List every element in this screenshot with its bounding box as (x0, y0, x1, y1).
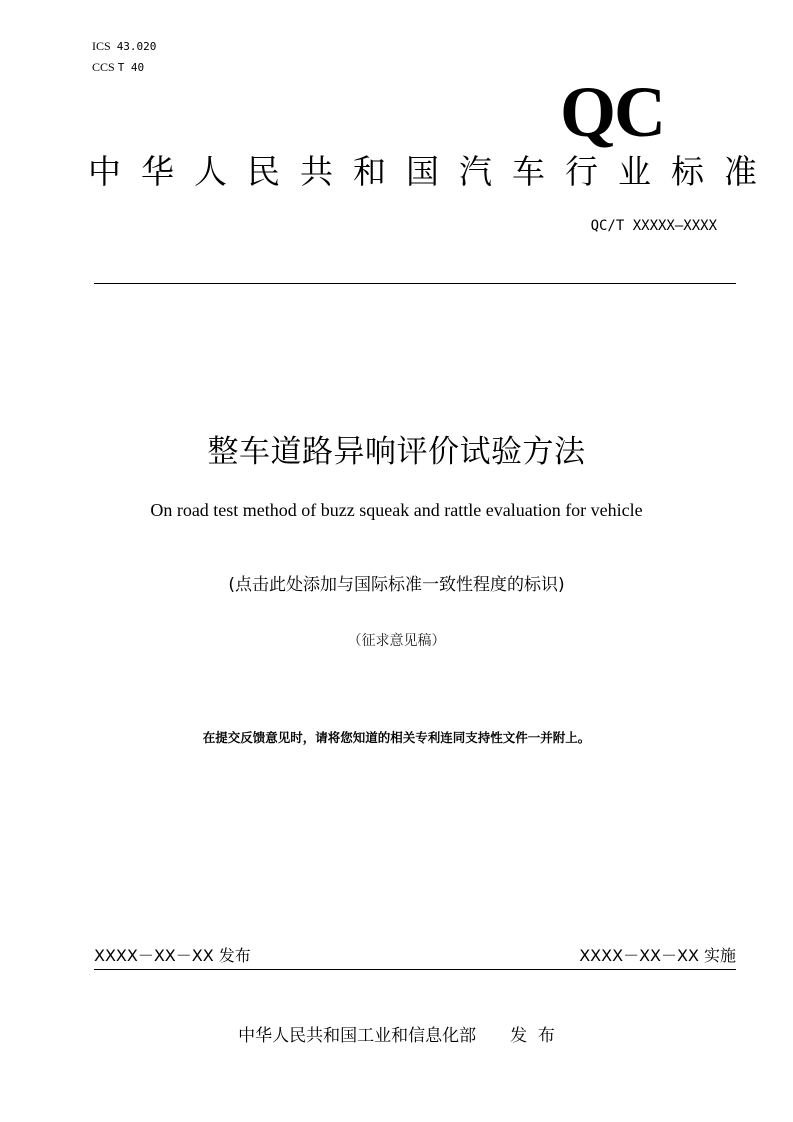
publish-word: 发 布 (510, 1026, 555, 1046)
ics-value: 43.020 (116, 40, 157, 53)
consistency-note[interactable]: (点击此处添加与国际标准一致性程度的标识) (228, 575, 565, 595)
publisher-name: 中华人民共和国工业和信息化部 (238, 1026, 477, 1046)
ccs-code (92, 60, 144, 75)
document-title-zh: 整车道路异响评价试验方法 (207, 434, 586, 470)
standard-category: 中华人民共和国汽车行业标准 (88, 152, 777, 191)
bottom-divider (94, 969, 736, 970)
ics-label: ICS (92, 39, 111, 53)
publish-date: XXXX－XX－XX 发布 (94, 946, 251, 965)
patent-notice: 在提交反馈意见时，请将您知道的相关专利连同支持性文件一并附上。 (202, 730, 591, 745)
top-divider (94, 283, 736, 284)
draft-status: （征求意见稿） (347, 633, 446, 649)
qc-logo: QC (560, 72, 664, 152)
ics-code (92, 39, 156, 54)
ccs-value: T 40 (117, 61, 145, 74)
ccs-label: CCS (92, 60, 115, 74)
standard-code: QC/T XXXXX—XXXX (590, 218, 717, 234)
implement-date: XXXX－XX－XX 实施 (579, 946, 736, 965)
document-title-en: On road test method of buzz squeak and rattle evaluation for vehicle (150, 500, 643, 520)
publisher-line (0, 1023, 793, 1049)
